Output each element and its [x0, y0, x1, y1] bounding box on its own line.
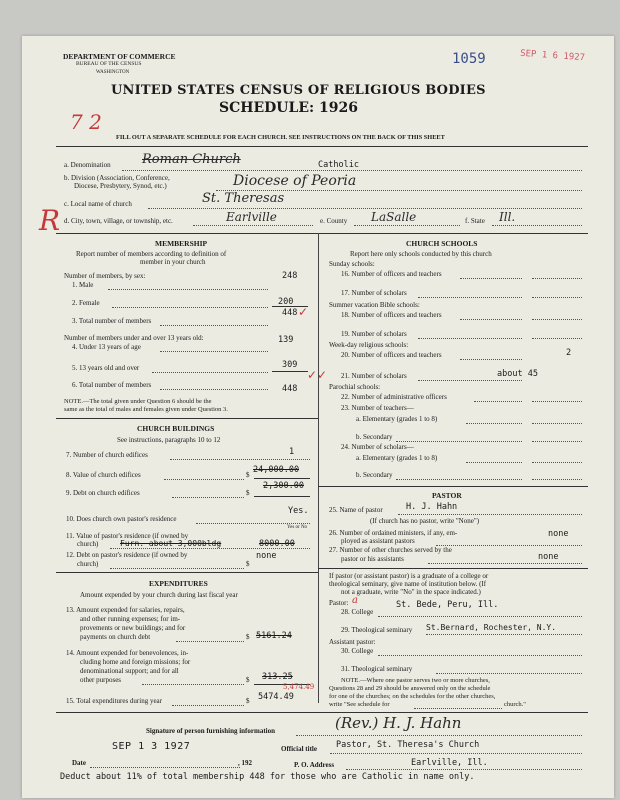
q29-value: St.Bernard, Rochester, N.Y. — [426, 623, 557, 632]
q23a-line — [466, 423, 522, 424]
q13-line — [176, 641, 244, 642]
q29-label: 29. Theological seminary — [341, 626, 413, 634]
age-label: Number of members under and over 13 years old: — [64, 334, 204, 342]
signature-line — [296, 735, 582, 736]
r-mark: R — [39, 204, 61, 237]
q2-line — [112, 307, 268, 308]
divider — [56, 146, 588, 147]
local-name-value: St. Theresas — [202, 191, 285, 206]
q25-note: (If church has no pastor, write "None") — [370, 517, 480, 525]
divider — [318, 486, 588, 487]
form-title: UNITED STATES CENSUS OF RELIGIOUS BODIES — [111, 83, 486, 98]
q6-label: 6. Total number of members — [72, 381, 152, 389]
city-label: d. City, town, village, or township, etc. — [64, 217, 173, 225]
pastor-note-1: NOTE.—Where one pastor serves two or more churches, — [341, 677, 490, 684]
po-line — [346, 769, 582, 770]
q2-value: 200 — [278, 297, 294, 307]
q9-line — [172, 497, 244, 498]
q16-line — [460, 278, 522, 279]
schools-heading: CHURCH SCHOOLS — [406, 239, 478, 248]
instructions-line: FILL OUT A SEPARATE SCHEDULE FOR EACH CHURCH. SEE INSTRUCTIONS ON THE BACK OF THIS SHEET — [116, 134, 445, 141]
q10-label: 10. Does church own pastor's residence — [66, 515, 177, 523]
q31-label: 31. Theological seminary — [341, 665, 413, 673]
q22-line — [474, 401, 522, 402]
grad-text-3: not a graduate, write "No" in the space indicated.) — [341, 588, 481, 596]
county-value: LaSalle — [371, 210, 417, 224]
sex-label: Number of members, by sex: — [64, 272, 146, 280]
q18-answer-line — [532, 319, 582, 320]
q10-value: Yes. — [288, 506, 309, 516]
q26-label-b: ployed as assistant pastors — [341, 537, 415, 545]
q26-value: none — [548, 529, 569, 539]
county-line — [354, 225, 460, 226]
expenditures-sub: Amount expended by your church during last fiscal year — [80, 591, 238, 599]
membership-note-1: Report number of members according to definition of — [76, 250, 227, 258]
q2-label: 2. Female — [72, 299, 100, 307]
q23a-answer-line — [532, 423, 582, 424]
bureau-city: WASHINGTON — [96, 70, 130, 75]
q17-answer-line — [532, 297, 582, 298]
denomination-value: Catholic — [318, 160, 359, 170]
division-label-2: Diocese, Presbytery, Synod, etc.) — [74, 182, 167, 190]
q24b-answer-line — [532, 479, 582, 480]
q24-label: 24. Number of scholars— — [341, 443, 414, 451]
q15-label: 15. Total expenditures during year — [66, 697, 162, 705]
q28-label: 28. College — [341, 608, 374, 616]
schools-sub: Report here only schools conducted by this church — [350, 250, 492, 258]
q23b-answer-line — [532, 441, 582, 442]
q20-line — [460, 359, 522, 360]
q18-label: 18. Number of officers and teachers — [341, 311, 442, 319]
q16-answer-line — [532, 278, 582, 279]
q25-line — [398, 514, 582, 515]
parochial-label: Parochial schools: — [329, 383, 381, 391]
q24b-line — [396, 479, 522, 480]
q18-line — [460, 319, 522, 320]
q13-label-b: and other running expenses; for im- — [80, 615, 181, 623]
q13-label-d: payments on church debt — [80, 633, 151, 641]
q28-value: St. Bede, Peru, Ill. — [396, 600, 499, 610]
q3-label: 3. Total number of members — [72, 317, 152, 325]
dollar-sign: $ — [246, 697, 250, 705]
q24a-line — [466, 462, 522, 463]
q12-value: none — [256, 551, 277, 561]
q9-rule — [254, 496, 310, 497]
q4-label: 4. Under 13 years of age — [72, 343, 141, 351]
q26-line — [436, 545, 582, 546]
buildings-heading: CHURCH BUILDINGS — [137, 424, 215, 433]
grad-text-2: theological seminary, give name of institution below. (If — [329, 580, 487, 588]
serial-number: 1059 — [452, 51, 486, 67]
check-mark: ✓ — [298, 305, 309, 319]
local-name-label: c. Local name of church — [64, 200, 132, 208]
q19-label: 19. Number of scholars — [341, 330, 407, 338]
q4-line — [160, 351, 268, 352]
q27-label-a: 27. Number of other churches served by the — [329, 546, 452, 554]
q21-value: about 45 — [497, 369, 538, 379]
membership-note-b: same as the total of males and females given under Question 3. — [64, 406, 228, 413]
q14-label-a: 14. Amount expended for benevolences, in- — [66, 649, 189, 657]
form-subtitle: SCHEDULE: 1926 — [219, 100, 359, 116]
divider — [56, 233, 588, 234]
q8-rule — [254, 478, 310, 479]
date-stamp: SEP 1 3 1927 — [112, 741, 191, 752]
received-stamp: SEP 1 6 1927 — [519, 48, 586, 64]
q3-line — [160, 325, 268, 326]
denomination-line — [122, 170, 582, 171]
division-label-1: b. Division (Association, Conference, — [64, 174, 170, 182]
q9-label: 9. Debt on church edifices — [66, 489, 140, 497]
q12-label-a: 12. Debt on pastor's residence (if owned by — [66, 551, 188, 559]
q21-label: 21. Number of scholars — [341, 372, 407, 380]
county-label: e. County — [320, 217, 348, 225]
pastor-note-4b: church." — [504, 701, 526, 708]
check-mark: ✓✓ — [307, 368, 328, 382]
dollar-sign: $ — [246, 560, 250, 568]
dollar-sign: $ — [246, 489, 250, 497]
q19-answer-line — [532, 338, 582, 339]
denomination-label: a. Denomination — [64, 161, 111, 169]
divider — [56, 572, 318, 573]
q4-value: 139 — [278, 335, 294, 345]
handwritten-number: 7 2 — [70, 110, 102, 134]
q5-value: 309 — [282, 360, 298, 370]
q11-label-b: church) — [77, 540, 99, 548]
sunday-label: Sunday schools: — [329, 260, 375, 268]
membership-note-a: NOTE.—The total given under Question 6 should be the — [64, 398, 212, 405]
pastor-mark: a — [352, 595, 358, 606]
q24b-label: b. Secondary — [356, 471, 393, 479]
column-divider — [318, 563, 319, 703]
q12-line — [110, 568, 244, 569]
q6-value: 448 — [282, 384, 298, 394]
membership-note-2: member in your church — [140, 258, 206, 266]
state-label: f. State — [465, 217, 485, 225]
membership-heading: MEMBERSHIP — [155, 239, 208, 248]
q29-line — [426, 634, 582, 635]
official-title-line — [330, 753, 582, 754]
deduct-note: Deduct about 11% of total membership 448 for those who are Catholic in name only. — [60, 772, 475, 782]
q13-label-a: 13. Amount expended for salaries, repairs, — [66, 606, 185, 614]
q27-label-b: pastor or his assistants — [341, 555, 404, 563]
q12-label-b: church) — [77, 560, 99, 568]
state-value: Ill. — [499, 210, 516, 224]
local-name-line — [148, 208, 582, 209]
dollar-sign: $ — [246, 676, 250, 684]
q30-line — [378, 655, 582, 656]
po-label: P. O. Address — [294, 761, 335, 769]
q9-pre-value: 2,300.00 — [263, 481, 304, 491]
official-title-label: Official title — [281, 745, 317, 753]
q17-label: 17. Number of scholars — [341, 289, 407, 297]
q7-line — [170, 459, 310, 460]
q11-value: 8000.00 — [259, 539, 295, 549]
q7-value: 1 — [289, 447, 295, 457]
q13-value: 5161.24 — [256, 631, 292, 641]
q14-line — [142, 684, 244, 685]
dept-name: DEPARTMENT OF COMMERCE — [63, 52, 176, 61]
q22-answer-line — [532, 401, 582, 402]
q8-label: 8. Value of church edifices — [66, 471, 141, 479]
q16-label: 16. Number of officers and teachers — [341, 270, 442, 278]
q5-line — [152, 372, 268, 373]
q17-line — [418, 297, 522, 298]
q23b-label: b. Secondary — [356, 433, 393, 441]
q24a-answer-line — [532, 462, 582, 463]
expenditures-heading: EXPENDITURES — [149, 579, 208, 588]
q1-line — [108, 289, 268, 290]
q25-label: 25. Name of pastor — [329, 506, 383, 514]
pastor-note-3: for one of the churches; on the schedules for the other churches, — [329, 693, 496, 700]
pastor-note-4: write "See schedule for — [329, 701, 390, 708]
q20-value: 2 — [566, 348, 572, 358]
buildings-sub: See instructions, paragraphs 10 to 12 — [117, 436, 221, 444]
q23b-line — [396, 441, 522, 442]
sum-line — [272, 371, 308, 372]
city-value: Earlville — [226, 210, 277, 224]
date-line — [90, 767, 240, 768]
q19-line — [418, 338, 522, 339]
q13-label-c: provements or new buildings; and for — [80, 624, 186, 632]
q11-crossed: Furn. about 3,000bldg — [120, 539, 222, 548]
q14-value: 313.25 — [262, 672, 293, 682]
pastor-label: Pastor: — [329, 599, 349, 607]
year-suffix: , 192 — [238, 759, 252, 767]
asst-label: Assistant pastor: — [329, 638, 376, 646]
q1-label: 1. Male — [72, 281, 94, 289]
q21-line — [418, 380, 522, 381]
q14-label-c: denominational support; and for all — [80, 667, 179, 675]
q14-label-b: cluding home and foreign missions; for — [80, 658, 191, 666]
q25-value: H. J. Hahn — [406, 502, 458, 512]
q11-line — [110, 548, 310, 549]
column-divider — [318, 233, 319, 563]
q24a-label: a. Elementary (grades 1 to 8) — [356, 454, 438, 462]
q23-label: 23. Number of teachers— — [341, 404, 414, 412]
divider — [56, 418, 318, 419]
denomination-crossed: Roman Church — [142, 152, 241, 167]
q11-label-a: 11. Value of pastor's residence (if owned by — [66, 532, 189, 540]
state-line — [492, 225, 582, 226]
q15-line — [172, 705, 244, 706]
q28-line — [378, 616, 582, 617]
q14-label-d: other purposes — [80, 676, 122, 684]
q10-line — [196, 523, 310, 524]
q6-line — [160, 389, 268, 390]
dollar-sign: $ — [246, 633, 250, 641]
signature-label: Signature of person furnishing information — [146, 727, 275, 735]
q15-value: 5474.49 — [258, 692, 294, 702]
q3-pre-value: 448 — [282, 308, 298, 318]
official-title-value: Pastor, St. Theresa's Church — [336, 740, 480, 750]
grad-text-1: If pastor (or assistant pastor) is a graduate of a college or — [329, 572, 489, 580]
divider — [56, 712, 588, 713]
city-line — [193, 225, 313, 226]
pastor-heading: PASTOR — [432, 491, 462, 500]
yes-no-hint: Yes or No — [287, 525, 308, 530]
division-value: Diocese of Peoria — [233, 173, 357, 189]
q26-label-a: 26. Number of ordained ministers, if any, em- — [329, 529, 458, 537]
dollar-sign: $ — [246, 471, 250, 479]
q27-line — [428, 563, 582, 564]
bureau-name: BUREAU OF THE CENSUS — [76, 61, 142, 67]
pastor-note-line — [414, 708, 502, 709]
q5-label: 5. 13 years old and over — [72, 364, 140, 372]
q1-value: 248 — [282, 271, 298, 281]
pastor-note-2: Questions 28 and 29 should be answered only on the schedule — [329, 685, 491, 692]
q30-label: 30. College — [341, 647, 374, 655]
q7-label: 7. Number of church edifices — [66, 451, 148, 459]
weekday-label: Week-day religious schools: — [329, 341, 409, 349]
q22-label: 22. Number of administrative officers — [341, 393, 447, 401]
date-label: Date — [72, 759, 86, 767]
po-value: Earlville, Ill. — [411, 758, 488, 768]
q8-line — [164, 479, 244, 480]
q27-value: none — [538, 552, 559, 562]
q8-value: 24,000.00 — [253, 465, 300, 475]
q20-label: 20. Number of officers and teachers — [341, 351, 442, 359]
summer-label: Summer vacation Bible schools: — [329, 301, 420, 309]
q31-line — [436, 673, 582, 674]
q15-red-correction: 5,474.49 — [283, 683, 315, 691]
signature-value: (Rev.) H. J. Hahn — [335, 714, 462, 732]
q23a-label: a. Elementary (grades 1 to 8) — [356, 415, 438, 423]
divider — [318, 568, 588, 569]
